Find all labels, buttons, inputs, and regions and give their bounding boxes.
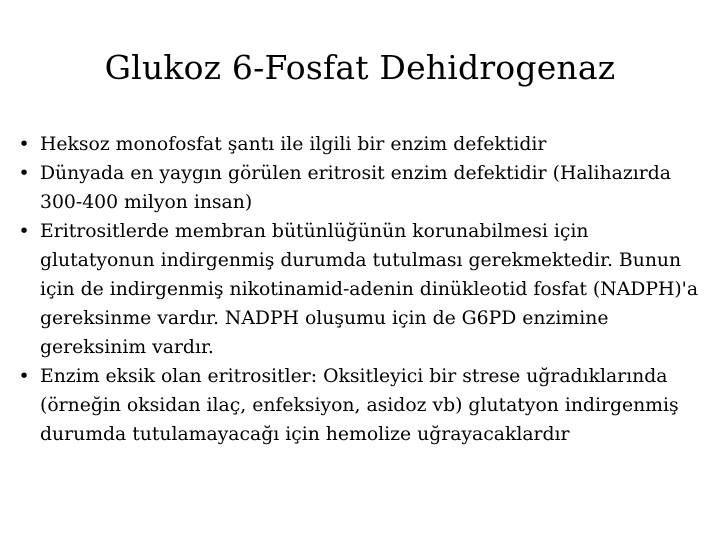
bullet-item-nadph [16,217,706,362]
slide-title: Glukoz 6-Fosfat Dehidrogenaz [104,48,616,87]
bullet-dot-icon: • [18,134,30,155]
bullet-dot-icon: • [18,366,30,387]
bullet-item-hemolysis [16,362,706,449]
bullet-item-prevalence [16,159,706,217]
bullet-text: Dünyada en yaygın görülen eritrosit enzim defektidir (Halihazırda 300-400 milyon insan) [40,163,671,213]
bullet-text: Enzim eksik olan eritrositler: Oksitleyici bir strese uğradıklarında (örneğin oksidan ilaç, enfeksiyon, asidoz vb) glutatyon indirgenmiş durumda tutulamayacağı için hemolize uğrayacaklardır [40,366,679,445]
bullet-list [16,130,706,449]
bullet-dot-icon: • [18,221,30,242]
bullet-text: Eritrositlerde membran bütünlüğünün korunabilmesi için glutatyonun indirgenmiş durumda tutulması gerekmektedir. Bunun için de indirgenmiş nikotinamid-adenin dinükleotid fosfat (NADPH)'a gereksinme vardır. NADPH oluşumu için de G6PD enzimine gereksinim vardır. [40,221,699,358]
bullet-item-shunt [16,130,706,159]
bullet-dot-icon: • [18,163,30,184]
bullet-text: Heksoz monofosfat şantı ile ilgili bir enzim defektidir [40,134,547,155]
